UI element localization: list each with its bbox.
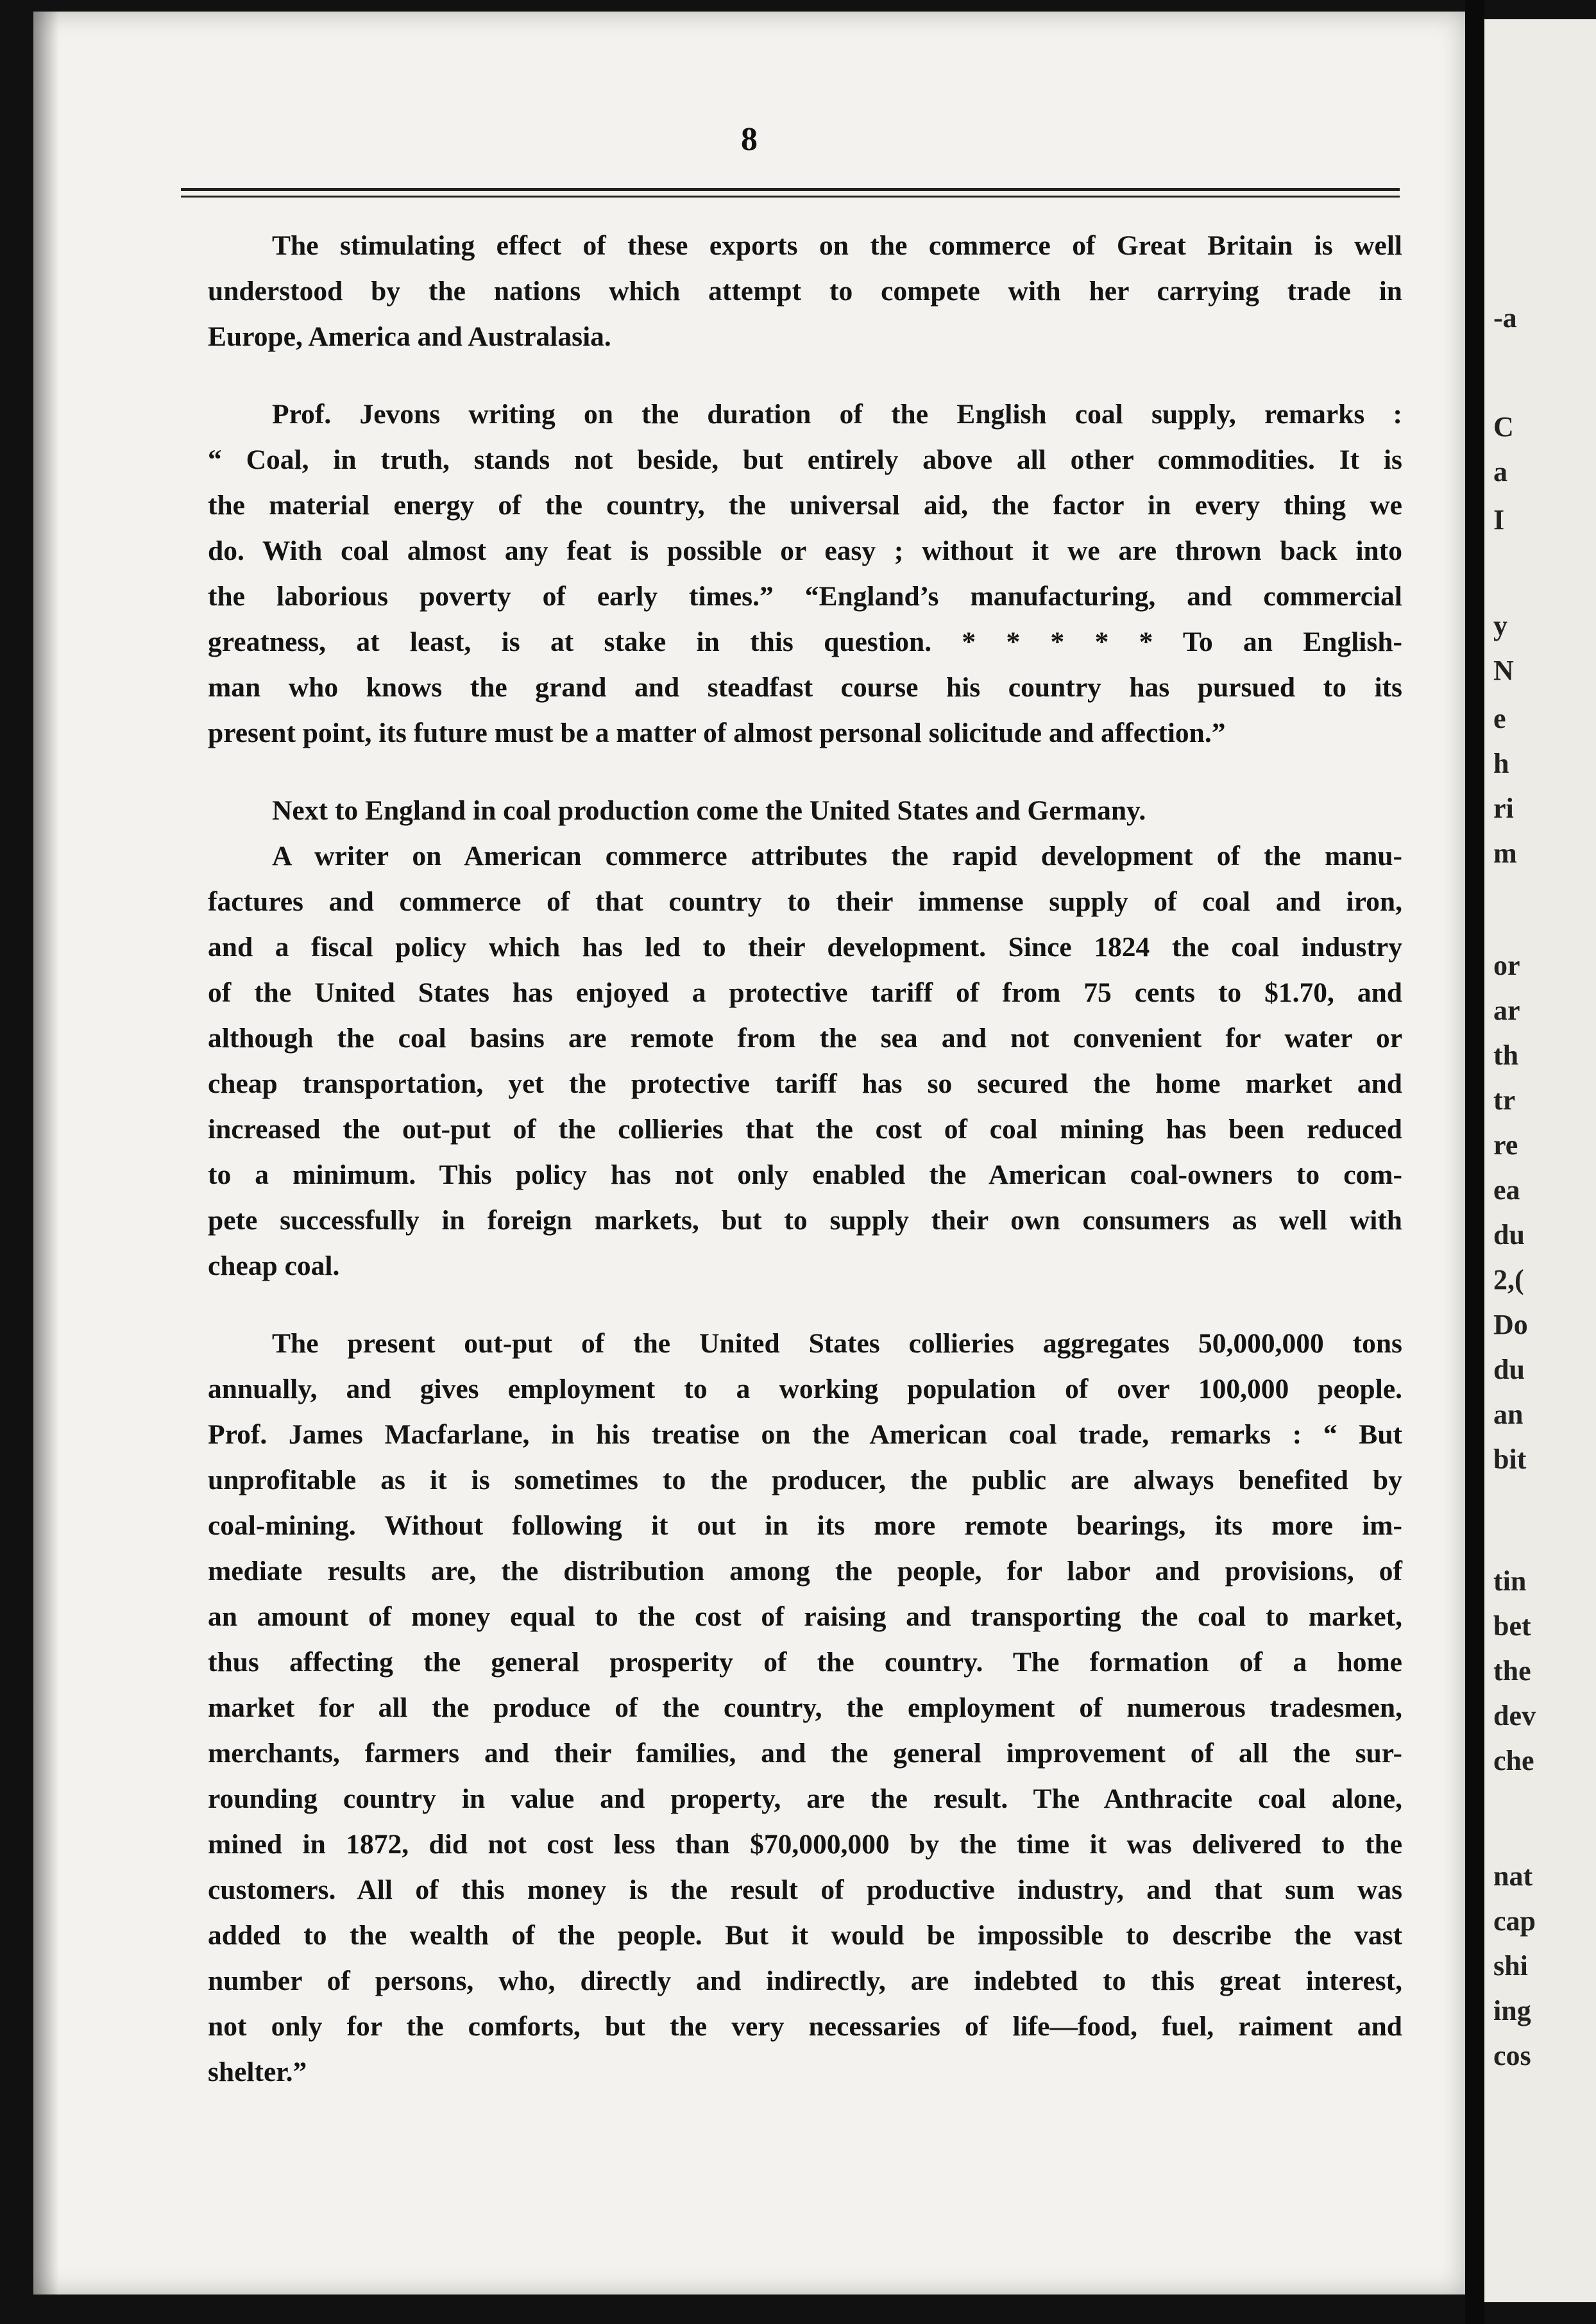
adjacent-fragment: nat	[1493, 1860, 1533, 1892]
text-line: man who knows the grand and steadfast course his country has pursued to its	[208, 672, 1402, 703]
adjacent-fragment: re	[1493, 1129, 1518, 1161]
adjacent-fragment: an	[1493, 1399, 1524, 1430]
text-line: rounding country in value and property, are the result. The Anthracite coal alone,	[208, 1783, 1402, 1814]
adjacent-fragment: a	[1493, 456, 1507, 487]
document-page	[33, 12, 1465, 2295]
text-line: cheap coal.	[208, 1250, 340, 1281]
adjacent-fragment: che	[1493, 1745, 1534, 1776]
text-line: cheap transportation, yet the protective tariff has so secured the home market and	[208, 1068, 1402, 1099]
adjacent-fragment: -a	[1493, 302, 1517, 333]
paragraph-american-commerce	[208, 834, 1402, 1289]
page-shadow-edge	[33, 12, 59, 2295]
text-line: unprofitable as it is sometimes to the producer, the public are always benefited by	[208, 1465, 1402, 1495]
adjacent-fragment: ea	[1493, 1174, 1520, 1206]
adjacent-page-edge	[1484, 19, 1596, 2302]
text-line: mediate results are, the distribution among the people, for labor and provisions, of	[208, 1556, 1402, 1587]
text-line: increased the out-put of the collieries that the cost of coal mining has been reduced	[208, 1114, 1402, 1145]
adjacent-fragment: e	[1493, 703, 1506, 734]
adjacent-fragment: shi	[1493, 1950, 1528, 1982]
text-line: present point, its future must be a matter of almost personal solicitude and affection.”	[208, 718, 1226, 748]
text-line: market for all the produce of the country, the employment of numerous tradesmen,	[208, 1692, 1402, 1723]
text-line: number of persons, who, directly and indirectly, are indebted to this great interest,	[208, 1966, 1402, 1996]
adjacent-fragment: du	[1493, 1354, 1525, 1385]
adjacent-fragment: h	[1493, 748, 1509, 779]
text-line: and a fiscal policy which has led to their development. Since 1824 the coal industry	[208, 932, 1402, 963]
adjacent-fragment: C	[1493, 411, 1514, 442]
text-line: not only for the comforts, but the very necessaries of life—food, fuel, raiment and	[208, 2011, 1402, 2042]
text-line: thus affecting the general prosperity of the country. The formation of a home	[208, 1647, 1402, 1678]
adjacent-fragment: y	[1493, 610, 1507, 641]
text-line: customers. All of this money is the result of productive industry, and that sum was	[208, 1874, 1402, 1905]
text-line: “ Coal, in truth, stands not beside, but entirely above all other commodities. It is	[208, 444, 1402, 475]
text-line: an amount of money equal to the cost of raising and transporting the coal to market,	[208, 1601, 1402, 1632]
page-number: 8	[741, 121, 758, 158]
book-gutter	[1465, 0, 1484, 2324]
adjacent-fragment: the	[1493, 1655, 1531, 1687]
text-line: Europe, America and Australasia.	[208, 321, 611, 352]
text-line: Prof. Jevons writing on the duration of the English coal supply, remarks :	[272, 399, 1402, 430]
paragraph-next-to-england	[208, 788, 1402, 834]
adjacent-fragment: tin	[1493, 1565, 1527, 1597]
text-line: pete successfully in foreign markets, but to supply their own consumers as well with	[208, 1205, 1402, 1236]
text-line: factures and commerce of that country to their immense supply of coal and iron,	[208, 886, 1402, 917]
text-line: shelter.”	[208, 2057, 307, 2087]
adjacent-fragment: bet	[1493, 1610, 1531, 1642]
adjacent-fragment: dev	[1493, 1700, 1536, 1731]
text-line: added to the wealth of the people. But it would be impossible to describe the vast	[208, 1920, 1402, 1951]
adjacent-fragment: 2,(	[1493, 1264, 1524, 1295]
adjacent-fragment: or	[1493, 950, 1520, 981]
text-line: The stimulating effect of these exports on the commerce of Great Britain is well	[272, 230, 1402, 261]
adjacent-fragment: m	[1493, 838, 1517, 869]
body-text	[208, 223, 1402, 2095]
header-rule-thin	[181, 196, 1400, 198]
paragraph-macfarlane	[208, 1321, 1402, 2095]
header-rule	[181, 188, 1400, 191]
text-line: mined in 1872, did not cost less than $70,000,000 by the time it was delivered to the	[208, 1829, 1402, 1860]
adjacent-fragment: th	[1493, 1040, 1519, 1071]
adjacent-fragment: ing	[1493, 1995, 1531, 2026]
text-line: annually, and gives employment to a working population of over 100,000 people.	[208, 1374, 1402, 1404]
adjacent-fragment: ar	[1493, 995, 1520, 1026]
text-line: the material energy of the country, the universal aid, the factor in every thing we	[208, 490, 1402, 521]
adjacent-fragment: Do	[1493, 1309, 1528, 1340]
text-line: do. With coal almost any feat is possible or easy ; without it we are thrown back into	[208, 535, 1402, 566]
adjacent-fragment: du	[1493, 1219, 1525, 1250]
text-line: The present out-put of the United States collieries aggregates 50,000,000 tons	[272, 1328, 1402, 1359]
adjacent-fragment: tr	[1493, 1084, 1516, 1116]
adjacent-fragment: bit	[1493, 1444, 1527, 1475]
text-line: greatness, at least, is at stake in this question. * * * * * To an English-	[208, 627, 1402, 657]
text-line: the laborious poverty of early times.” “England’s manufacturing, and commercial	[208, 581, 1402, 612]
adjacent-fragment: N	[1493, 655, 1514, 686]
text-line: coal-mining. Without following it out in its more remote bearings, its more im-	[208, 1510, 1402, 1541]
adjacent-fragment: cos	[1493, 2040, 1531, 2071]
text-line: merchants, farmers and their families, and the general improvement of all the sur-	[208, 1738, 1402, 1769]
text-line: of the United States has enjoyed a protective tariff of from 75 cents to $1.70, and	[208, 977, 1402, 1008]
paragraph-jevons	[208, 392, 1402, 756]
text-line: Prof. James Macfarlane, in his treatise on the American coal trade, remarks : “ But	[208, 1419, 1402, 1450]
paragraph-exports	[208, 223, 1402, 360]
adjacent-fragment: ri	[1493, 793, 1514, 824]
text-line: Next to England in coal production come the United States and Germany.	[272, 795, 1146, 826]
adjacent-fragment: cap	[1493, 1905, 1536, 1937]
text-line: understood by the nations which attempt to compete with her carrying trade in	[208, 276, 1402, 307]
text-line: A writer on American commerce attributes the rapid development of the manu-	[272, 841, 1402, 872]
text-line: to a minimum. This policy has not only enabled the American coal-owners to com-	[208, 1159, 1402, 1190]
text-line: although the coal basins are remote from the sea and not convenient for water or	[208, 1023, 1402, 1054]
adjacent-fragment: I	[1493, 504, 1505, 535]
